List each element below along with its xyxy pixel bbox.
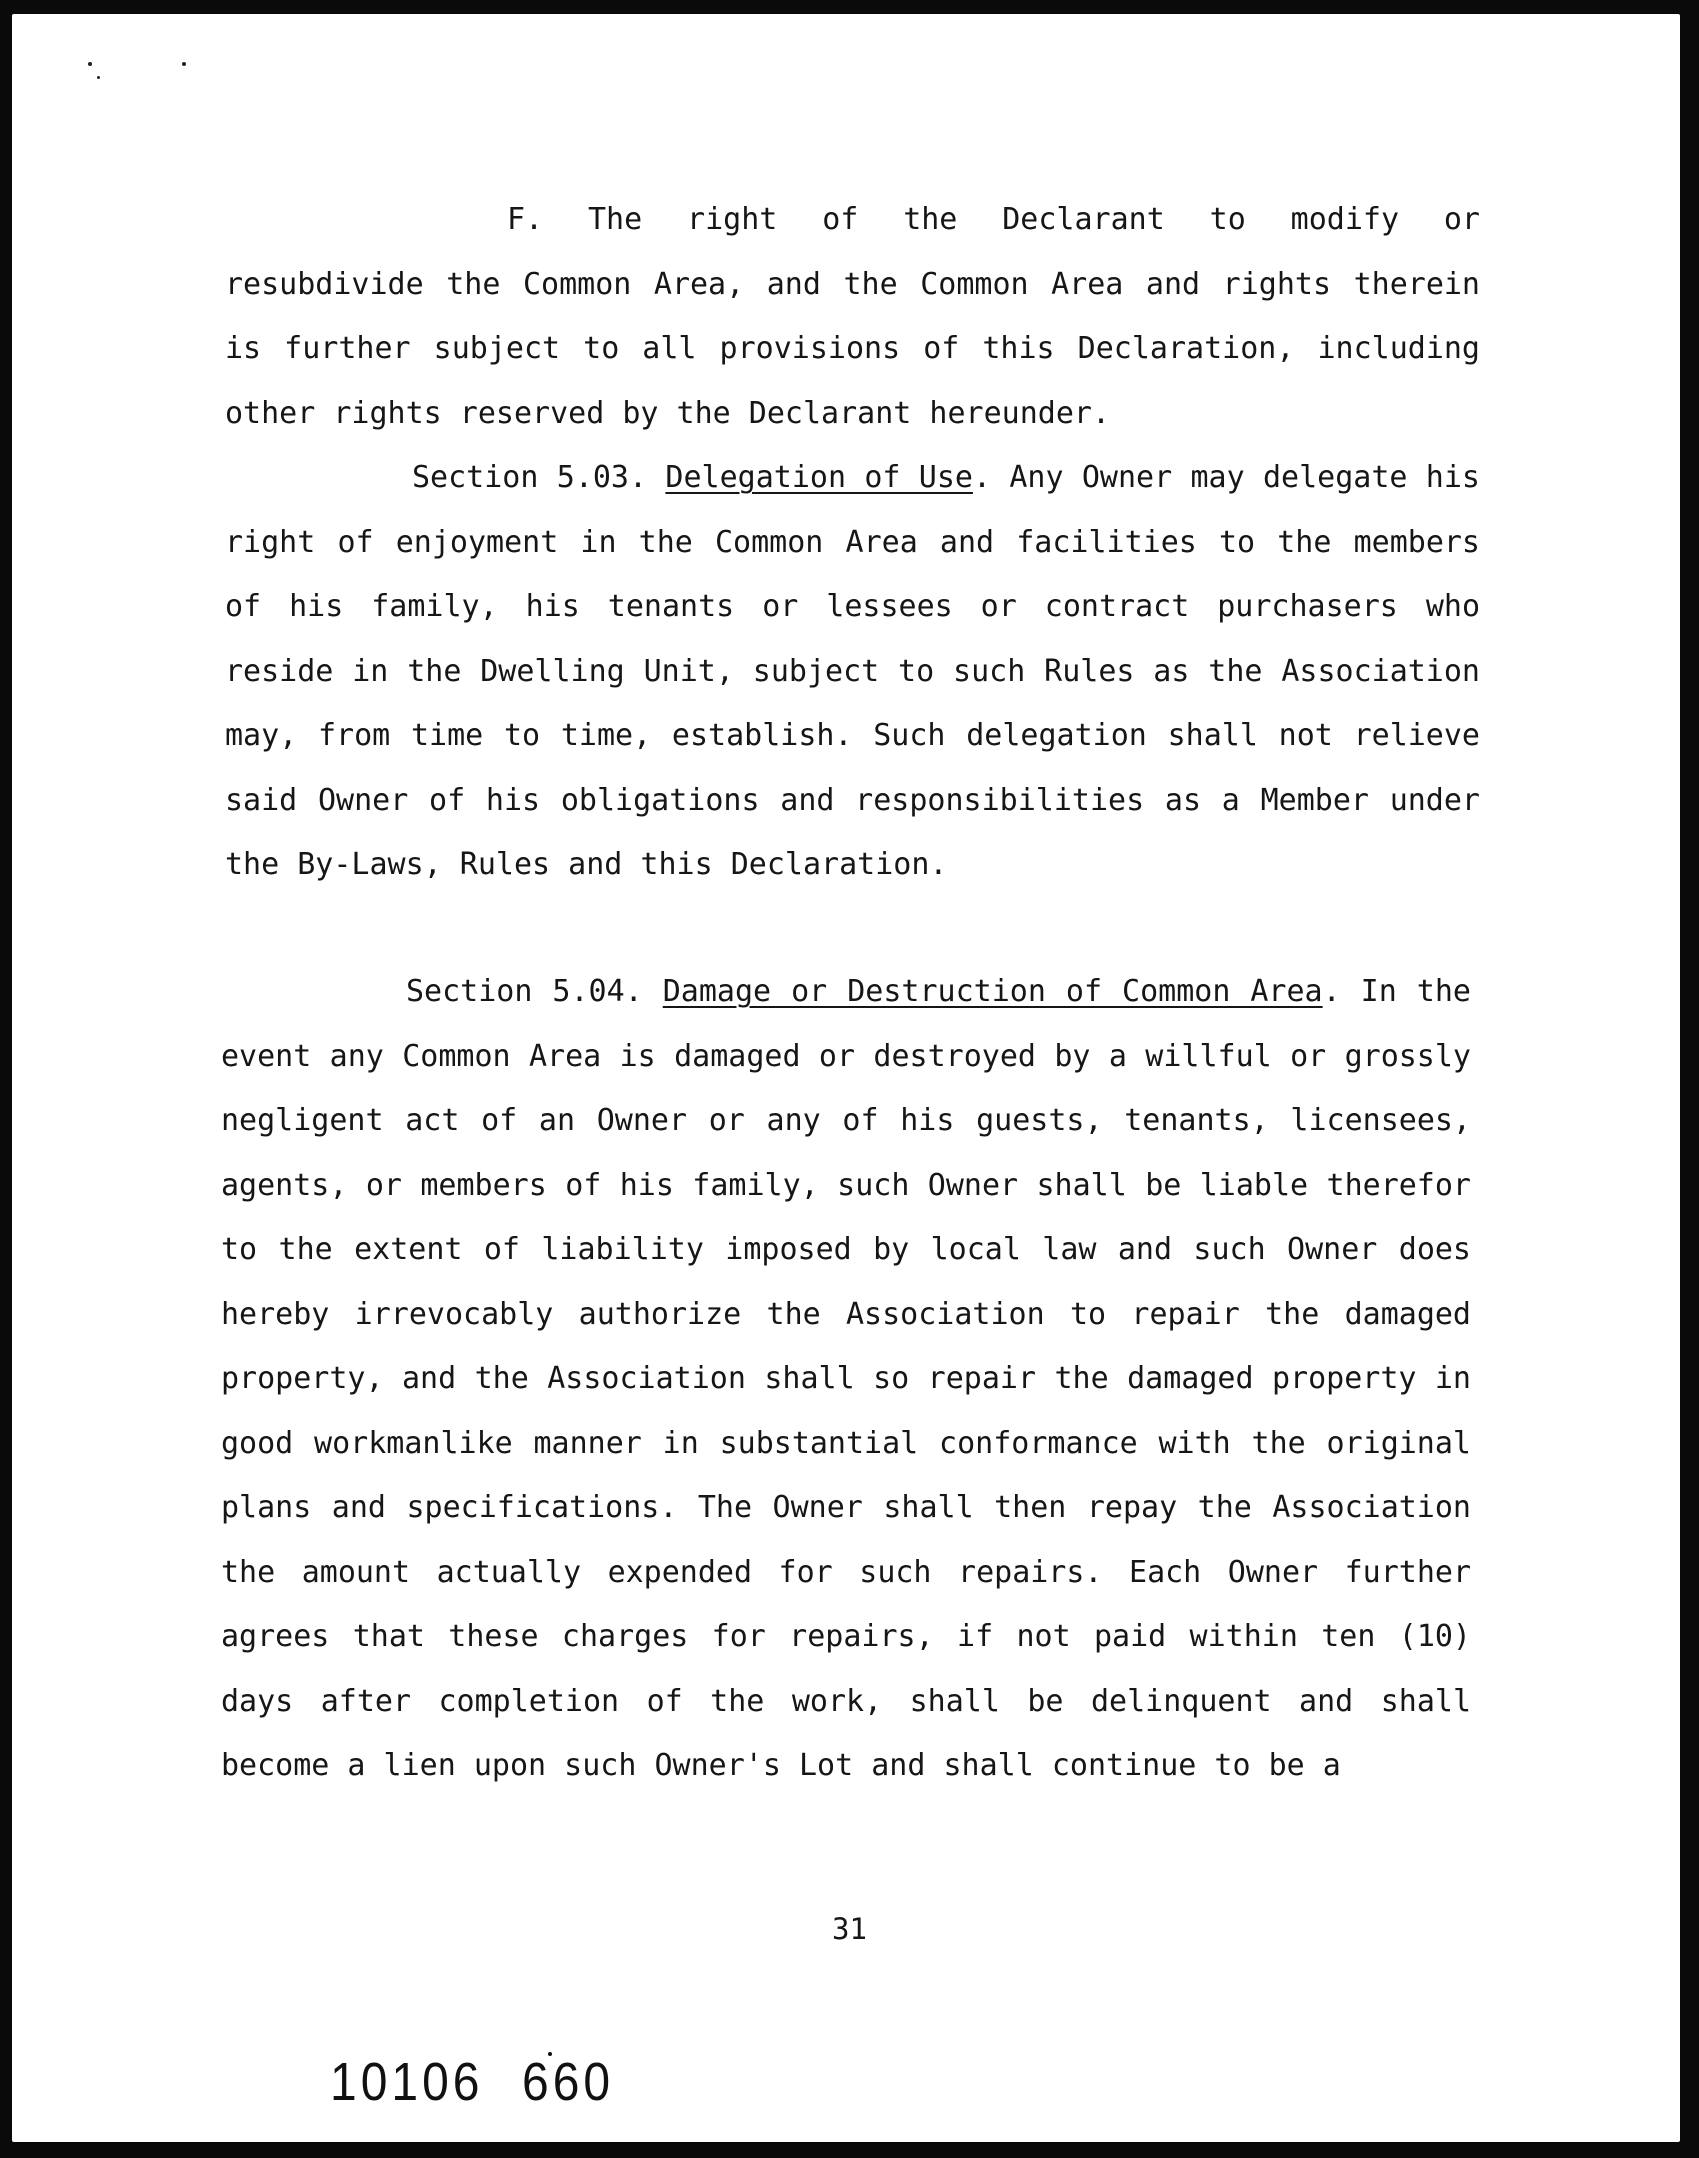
recording-book-number: 10106: [330, 2052, 484, 2113]
recording-page-number: 660: [522, 2052, 615, 2113]
section-5-04-heading: Damage or Destruction of Common Area: [662, 974, 1323, 1009]
paragraph-f: [225, 188, 1480, 446]
scan-speck: [97, 76, 100, 79]
scan-speck: [182, 62, 186, 66]
section-5-04: [221, 960, 1471, 1799]
scan-speck: [88, 62, 92, 66]
section-5-03-body: . Any Owner may delegate his right of enjoyment in the Common Area and facilities to the members of his family, his tenants or lessees or contract purchasers who reside in the Dwelling Unit, subject to such Rules as the Association may, from time to time, establish. Such delegation shall not relieve said Owner of his obligations and responsibilities as a Member under the By-Laws, Rules and this Declaration.: [225, 460, 1480, 882]
section-5-03-heading: Delegation of Use: [665, 460, 973, 495]
section-5-04-body: . In the event any Common Area is damaged or destroyed by a willful or grossly negligent act of an Owner or any of his guests, tenants, licensees, agents, or members of his family, such Owner shall be liable therefor to the extent of liability imposed by local law and such Owner does hereby irrevocably authorize the Association to repair the damaged property, and the Association shall so repair the damaged property in good workmanlike manner in substantial conformance with the original plans and specifications. The Owner shall then repay the Association the amount actually expended for such repairs. Each Owner further agrees that these charges for repairs, if not paid within ten (10) days after completion of the work, shall be delinquent and shall become a lien upon such Owner's Lot and shall continue to be a: [221, 974, 1471, 1783]
paragraph-f-text: F. The right of the Declarant to modify or resubdivide the Common Area, and the Common Area and rights therein is further subject to all provisions of this Declaration, including other rights reserved by the Declarant hereunder.: [225, 202, 1480, 431]
section-5-03: [225, 446, 1480, 898]
section-5-03-label: Section 5.03.: [412, 460, 648, 495]
section-5-04-label: Section 5.04.: [406, 974, 643, 1009]
page-number: 31: [832, 1912, 867, 1946]
